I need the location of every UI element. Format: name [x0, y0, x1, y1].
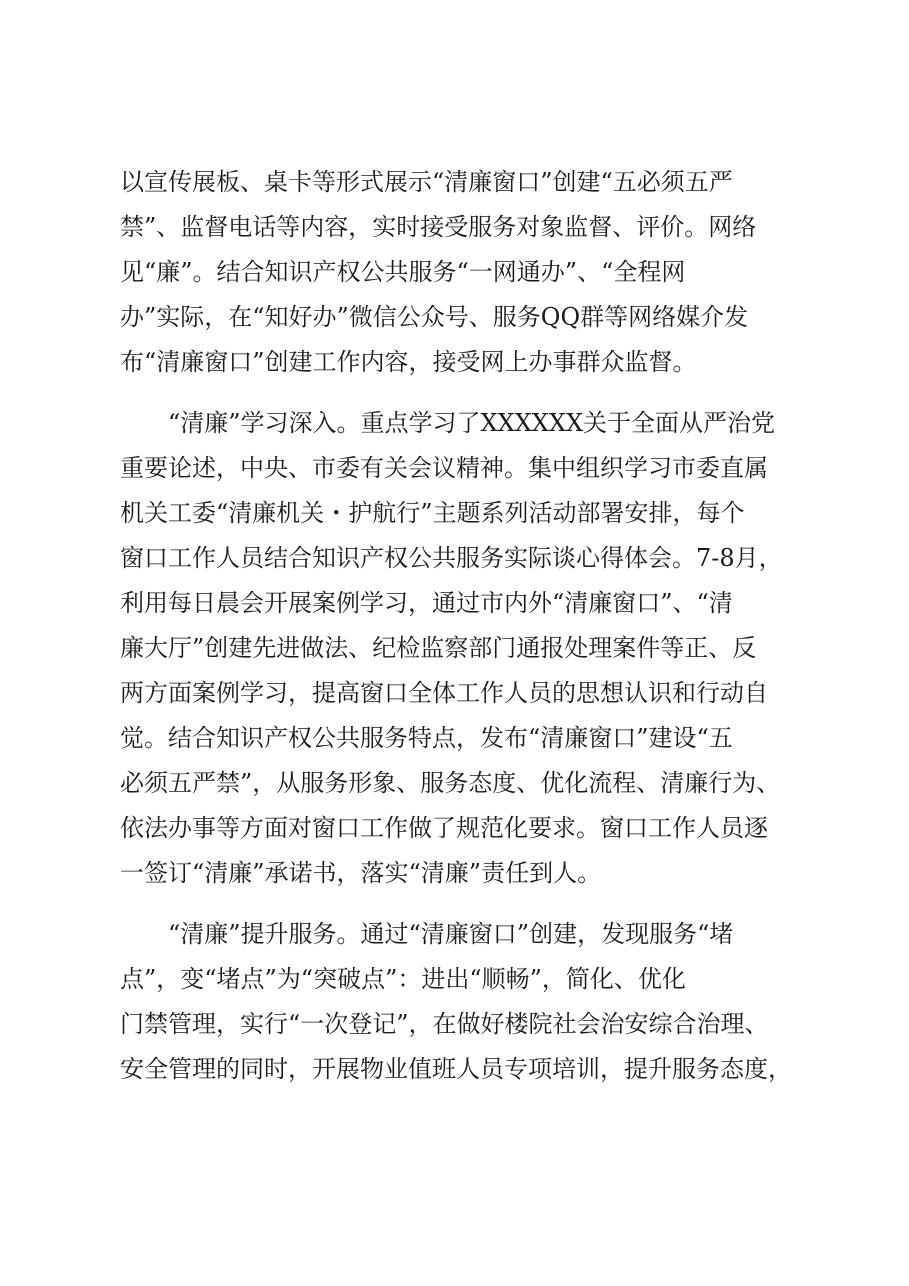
text-line: 窗口工作人员结合知识产权公共服务实际谈心得体会。7-8月，: [120, 544, 783, 572]
text-line: 见“廉”。结合知识产权公共服务“一网通办”、“全程网: [120, 258, 686, 286]
text-line: 一签订“清廉”承诺书，落实“清廉”责任到人。: [120, 859, 602, 887]
text-line: 禁”、监督电话等内容，实时接受服务对象监督、评价。网络: [120, 213, 757, 241]
text-line: 机关工委“清廉机关・护航行”主题系列活动部署安排，每个: [120, 499, 745, 527]
text-line: 布“清廉窗口”创建工作内容，接受网上办事群众监督。: [120, 348, 697, 376]
text-line: 重要论述，中央、市委有关会议精神。集中组织学习市委直属: [120, 454, 768, 482]
paragraph-2: [120, 401, 820, 896]
document-body: [120, 160, 820, 1108]
text-line: 两方面案例学习，提高窗口全体工作人员的思想认识和行动自: [120, 679, 768, 707]
text-line: 安全管理的同时，开展物业值班人员专项培训，提升服务态度，: [120, 1055, 792, 1083]
text-line: 点”，变“堵点”为“突破点”：进出“顺畅”，简化、优化: [120, 965, 686, 993]
paragraph-1: [120, 160, 820, 385]
text-line: 觉。结合知识产权公共服务特点，发布“清廉窗口”建设“五: [120, 724, 733, 752]
text-line: 廉大厅”创建先进做法、纪检监察部门通报处理案件等正、反: [120, 634, 757, 662]
text-line: 门禁管理，实行“一次登记”，在做好楼院社会治安综合治理、: [120, 1010, 769, 1038]
text-line: 依法办事等方面对窗口工作做了规范化要求。窗口工作人员逐: [120, 814, 768, 842]
text-line: 必须五严禁”，从服务形象、服务态度、优化流程、清廉行为、: [120, 769, 781, 797]
text-line: “清廉”提升服务。通过“清廉窗口”创建，发现服务“堵: [168, 920, 734, 948]
paragraph-3: [120, 912, 820, 1092]
text-line: 以宣传展板、桌卡等形式展示“清廉窗口”创建“五必须五严: [120, 168, 733, 196]
text-line: 办”实际，在“知好办”微信公众号、服务QQ群等网络媒介发: [120, 303, 749, 331]
text-line: 利用每日晨会开展案例学习，通过市内外“清廉窗口”、“清: [120, 589, 733, 617]
text-line: “清廉”学习深入。重点学习了XXXXXX关于全面从严治党: [168, 409, 776, 437]
